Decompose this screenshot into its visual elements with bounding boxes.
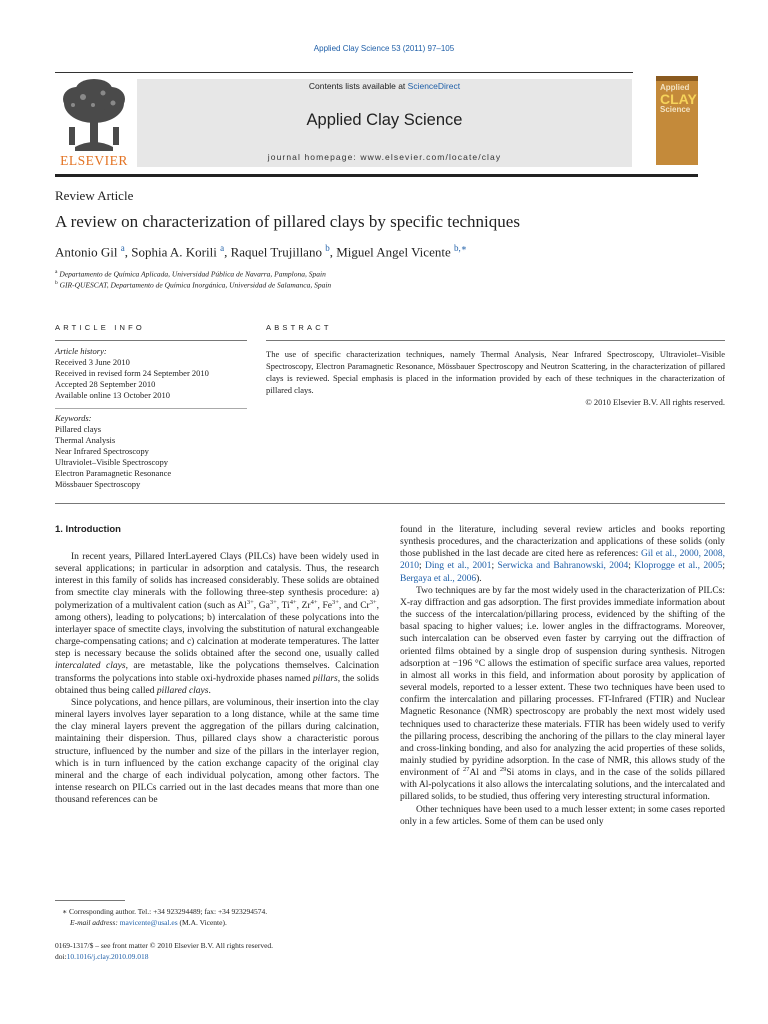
sciencedirect-link[interactable]: ScienceDirect [407, 81, 461, 91]
contents-prefix: Contents lists available at [308, 81, 408, 91]
author-name[interactable]: Antonio Gil [55, 244, 118, 260]
keyword: Ultraviolet–Visible Spectroscopy [55, 457, 169, 467]
journal-citation[interactable]: Applied Clay Science 53 (2011) 97–105 [313, 44, 455, 53]
cover-title [660, 84, 697, 114]
abstract-copyright: © 2010 Elsevier B.V. All rights reserved. [585, 397, 725, 407]
history-item: Available online 13 October 2010 [55, 390, 171, 400]
doi-line: doi:10.1016/j.clay.2010.09.018 [55, 952, 149, 961]
affil-text: GIR-QUESCAT, Departamento de Química Inorgánica, Universidad de Salamanca, Spain [59, 280, 332, 290]
history-label: Article history: [55, 346, 107, 356]
affil-text: Departamento de Química Aplicada, Universidad Pública de Navarra, Pamplona, Spain [59, 269, 326, 279]
footnote-rule [55, 900, 125, 901]
article-info-rule [55, 340, 247, 341]
body-paragraph: found in the literature, including several review articles and books reporting synthesis procedures, and the characterization and applications of these solids (only those published in the last decade are cited here as references: Gil et al., 2000, 2008, 2010; Ding et al., 2001; Serwicka and Bahranowski, 2004; Kloprogge et al., 2005; Bergaya et al., 2006). [400, 525, 726, 584]
abstract-bottom-rule [55, 503, 725, 504]
reference-link[interactable]: Ding et al., 2001 [425, 561, 492, 572]
reference-link[interactable]: Gil et al., 2000, 2008, 2010 [400, 549, 726, 572]
reference-link[interactable]: Kloprogge et al., 2005 [634, 561, 723, 572]
contents-line [137, 81, 632, 91]
article-title: A review on characterization of pillared clays by specific techniques [55, 212, 520, 231]
affil-mark: b [55, 280, 58, 286]
doi-link[interactable]: 10.1016/j.clay.2010.09.018 [66, 952, 149, 961]
author-affil-mark[interactable]: b,∗ [453, 243, 467, 253]
author-name[interactable]: Raquel Trujillano [230, 244, 322, 260]
cover-line-1: Applied [660, 83, 690, 92]
history-item: Received in revised form 24 September 2010 [55, 368, 209, 378]
elsevier-tree-icon [55, 77, 133, 153]
abstract-text: The use of specific characterization techniques, namely Thermal Analysis, Near Infrared Spectroscopy, Ultraviolet–Visible Spectroscopy, Electron Paramagnetic Resonance, Mössbauer Spectroscopy and Neutron Scattering, in the characterization of pillared clays is reviewed. Special emphasis is placed in the information provided by each of these techniques in the characterization of pillared clays. [266, 349, 725, 395]
cover-top-band [656, 76, 698, 81]
abstract-heading: ABSTRACT [266, 323, 332, 332]
header-bottom-rule [55, 174, 698, 177]
section-heading-introduction: 1. Introduction [55, 524, 121, 535]
article-type: Review Article [55, 188, 134, 203]
author-affil-mark[interactable]: a [120, 243, 125, 253]
cover-line-2: CLAY [660, 91, 697, 107]
journal-homepage[interactable]: journal homepage: www.elsevier.com/locate/clay [267, 152, 502, 162]
author-affil-mark[interactable]: b [325, 243, 330, 253]
author-list: Antonio Gil $^a$, Sophia A. Korili $^a$, Raquel Trujillano $^b$, Miguel Angel Vicente $^{b,∗}$ [55, 243, 467, 260]
keyword: Pillared clays [55, 424, 102, 434]
keyword: Thermal Analysis [55, 435, 116, 445]
author-name[interactable]: Miguel Angel Vicente [336, 244, 451, 260]
keywords-label: Keywords: [55, 413, 92, 423]
reference-link[interactable]: Serwicka and Bahranowski, 2004 [497, 561, 629, 572]
keyword: Near Infrared Spectroscopy [55, 446, 149, 456]
email-link[interactable]: mavicente@usal.es [119, 918, 178, 927]
header-top-rule [55, 72, 633, 73]
body-paragraph: Other techniques have been used to a much lesser extent; in some cases reported only in a few articles. Some of them can be used only [400, 804, 725, 827]
elsevier-wordmark: ELSEVIER [60, 153, 128, 168]
journal-cover[interactable] [656, 76, 698, 165]
body-right-column [400, 524, 725, 828]
affil-mark: a [55, 269, 58, 275]
affiliation-a [55, 269, 326, 279]
keyword: Electron Paramagnetic Resonance [55, 468, 172, 478]
issn-line: 0169-1317/$ – see front matter © 2010 Elsevier B.V. All rights reserved. [55, 941, 274, 950]
reference-link[interactable]: Bergaya et al., 2006 [400, 573, 477, 584]
author-name[interactable]: Sophia A. Korili [131, 244, 217, 260]
history-item: Accepted 28 September 2010 [55, 379, 156, 389]
elsevier-logo[interactable] [55, 77, 133, 169]
author-affil-mark[interactable]: a [220, 243, 225, 253]
keyword: Mössbauer Spectroscopy [55, 479, 141, 489]
body-paragraph: In recent years, Pillared InterLayered Clays (PILCs) have been widely used in several applications; in particular in adsorption and catalysis. Thus, the research interest in this family of solids has increased considerably. These solids are obtained from smectite clay minerals with the following three-step synthesis procedure: a) polymerization of a multivalent cation (such as $Al^{3+}$, $Ga^{3+}$, $Ti^{4+}$, $Zr^{4+}$, $Fe^{3+}$, and $Cr^{3+}$, among others), leading to polycations; b) intercalation of these polycations into the interlayer space of smectite clays, involving the substitution of natural exchangeable charge-compensating cations; and c) calcination at moderate temperatures. The latter step is necessary because the solids obtained after the second one, usually called intercalated clays, are metastable, like the polycations themselves. Calcination transforms the polycations into stable oxi-hydroxide phases named pillars, the solids obtained thus being called pillared clays. [55, 552, 380, 696]
keywords-rule [55, 408, 247, 409]
email-note: E-mail address: mavicente@usal.es (M.A. Vicente). [70, 918, 227, 927]
body-paragraph: Two techniques are by far the most widely used in the characterization of PILCs: X-ray diffraction and gas adsorption. The first provides immediate information about the success of the intercalation/pillaring process, evidenced by the shifting of the basal spacing to higher values; i.e. lower angles in the diffractograms. Moreover, such intercalation can be observed even faster by carrying out the diffraction of oriented films obtained by a single drop of suspension during synthesis. Nitrogen adsorption at −196 °C allows the estimation of specific surface area values, reported in almost all works in this field, and information about porosity by application of several models, reported to a lesser extent. These two techniques have been used to confirm the intercalation and pillaring processes. FT-Infrared (FTIR) and Nuclear Magnetic Resonance (NMR) spectroscopy are probably the next most widely used techniques used to characterize these materials. FTIR has been widely used to verify the pillaring process, describing the anchoring of the pillars to the clay mineral layer and cross-linking bonding, and also for analyzing the acid properties of these solids, mainly studied by pyridine adsorption. In the case of NMR, this allows study of the environment of $^{27}$Al and $^{29}$Si atoms in clays, and in the case of the solids pillared with Al-polycations it also allows the intercalating solutions, and the intercalated and pillared solids, to be studied, thus offering very interesting structural information. [400, 585, 726, 803]
history-item: Received 3 June 2010 [55, 357, 130, 367]
cover-line-3: Science [660, 105, 691, 114]
corresponding-author-note: ∗ Corresponding author. Tel.: +34 923294489; fax: +34 923294574. [62, 907, 268, 916]
journal-title: Applied Clay Science [306, 111, 463, 129]
abstract-rule [266, 340, 725, 341]
body-paragraph: Since polycations, and hence pillars, are voluminous, their insertion into the clay mineral layers involves layer separation to a long distance, while at the same time the clay mineral layers prevent the aggregation of the pillars during calcination, maintaining their dispersion. Thus, pillared clays show a characteristic porous structure, influenced by the number and size of the pillars in the interlayer region, which is in turn influenced by the cation exchange capacity of the original clay mineral and the charge of each individual polycation, among other factors. The intense research on PILCs carried out in the last decades means that more than one thousand references can be [55, 697, 379, 806]
article-info-heading: ARTICLE INFO [55, 323, 145, 332]
affiliation-b [55, 280, 331, 290]
body-left-column [55, 551, 379, 806]
